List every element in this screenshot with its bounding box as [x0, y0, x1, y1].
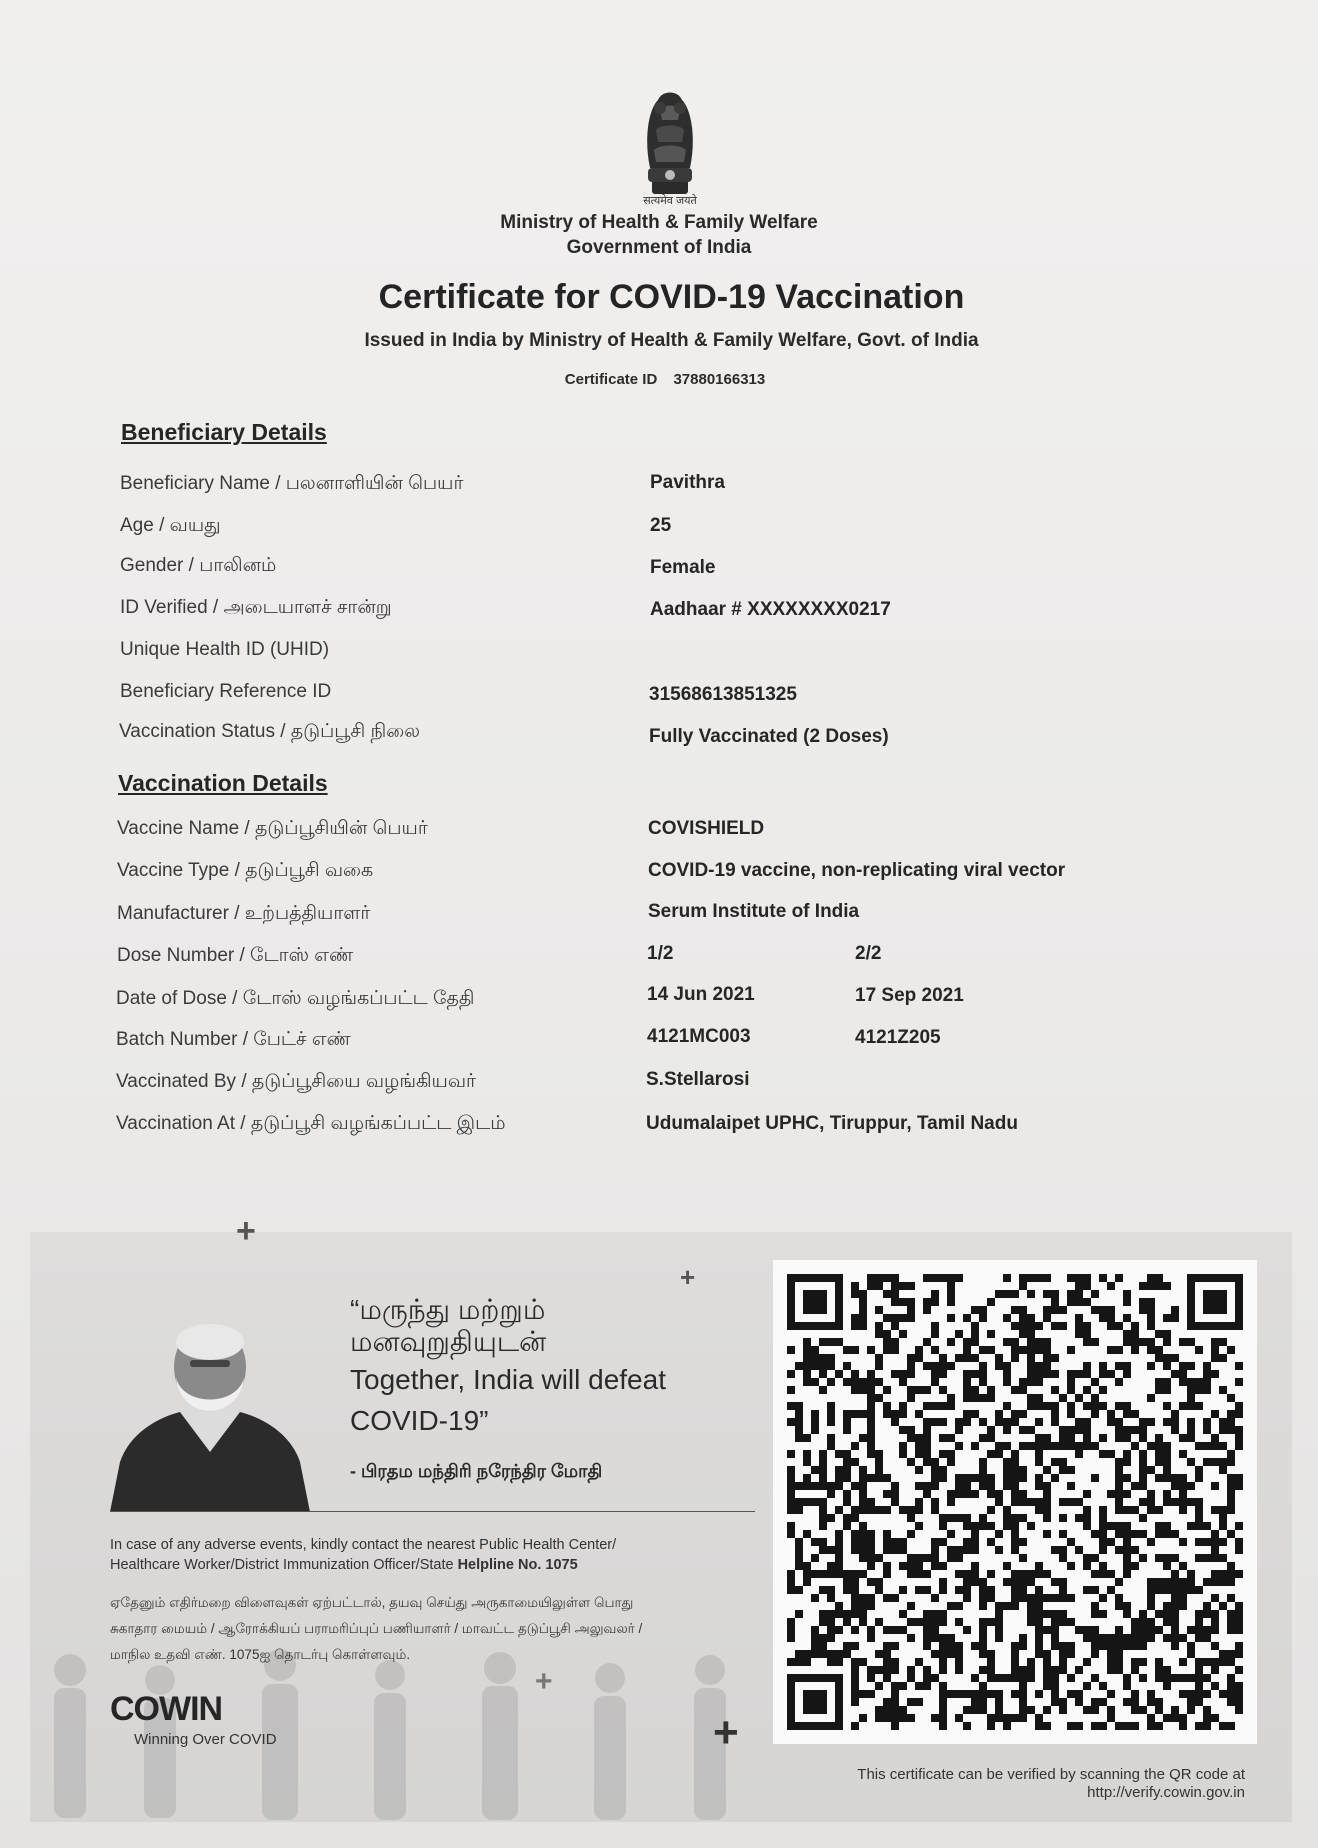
certificate-title: Certificate for COVID-19 Vaccination [378, 278, 965, 316]
manufacturer-label: Manufacturer / உற்பத்தியாளர் [117, 903, 371, 924]
verify-line-1: This certificate can be verified by scanning the QR code at [857, 1766, 1245, 1783]
certificate-id [0, 371, 1318, 388]
quote-line-1: “மருந்து மற்றும் [350, 1294, 546, 1325]
plus-decor-icon: + [680, 1262, 696, 1292]
ministry-name: Ministry of Health & Family Welfare [500, 212, 818, 233]
dose-number-value-2: 2/2 [855, 943, 882, 964]
quote-line-2: மனவுறுதியுடன் [350, 1326, 547, 1357]
dose-number-label: Dose Number / டோஸ் எண் [117, 945, 354, 966]
plus-decor-icon: + [535, 1665, 553, 1698]
quote-author: - பிரதம மந்திரி நரேந்திர மோதி [350, 1461, 603, 1481]
contact-ta-line-2: சுகாதார மையம் / ஆரோக்கியப் பராமரிப்புப் பணியாளர் / மாவட்ட தடுப்பூசி அலுவலர் / [110, 1621, 643, 1636]
cowin-logo: COWIN [110, 1690, 223, 1728]
contact-ta-line-3: மாநில உதவி எண். 1075ஐ தொடர்பு கொள்ளவும். [110, 1647, 411, 1662]
date-of-dose-label: Date of Dose / டோஸ் வழங்கப்பட்ட தேதி [116, 988, 475, 1009]
age-label: Age / வயது [120, 515, 221, 536]
beneficiary-name-value: Pavithra [650, 472, 725, 493]
quote-line-4: COVID-19” [350, 1405, 489, 1436]
contact-ta-line-1: ஏதேனும் எதிர்மறை விளைவுகள் ஏற்பட்டால், தயவு செய்து அருகாமையிலுள்ள பொது [110, 1595, 634, 1610]
plus-decor-icon: + [713, 1708, 739, 1757]
contact-en-line-1: In case of any adverse events, kindly contact the nearest Public Health Center/ [110, 1537, 617, 1553]
id-verified-value: Aadhaar # XXXXXXXX0217 [650, 599, 891, 620]
vaccine-name-value: COVISHIELD [648, 818, 765, 839]
certificate-id-label: Certificate ID [564, 371, 658, 388]
quote-line-3: Together, India will defeat [350, 1364, 666, 1395]
adverse-events-english [110, 1535, 760, 1575]
manufacturer-value: Serum Institute of India [648, 901, 860, 922]
age-value: 25 [650, 515, 672, 536]
emblem-motto: सत्यमेव जयते [643, 195, 697, 207]
verification-note [760, 1766, 1245, 1802]
vaccination-status-label: Vaccination Status / தடுப்பூசி நிலை [119, 721, 420, 742]
batch-number-value-2: 4121Z205 [855, 1027, 941, 1048]
plus-decor-icon: + [236, 1212, 256, 1250]
vaccination-at-label: Vaccination At / தடுப்பூசி வழங்கப்பட்ட இடம் [116, 1113, 506, 1134]
dose-number-value-1: 1/2 [647, 943, 674, 964]
date-of-dose-value-1: 14 Jun 2021 [647, 984, 755, 1005]
helpline-number: Helpline No. 1075 [457, 1557, 578, 1573]
vaccine-type-value: COVID-19 vaccine, non-replicating viral vector [648, 860, 1066, 881]
beneficiary-name-label: Beneficiary Name / பலனாளியின் பெயர் [120, 473, 464, 494]
beneficiary-section-title: Beneficiary Details [121, 419, 327, 445]
footer-divider [110, 1511, 755, 1512]
qr-code-container [773, 1260, 1257, 1744]
gender-value: Female [650, 557, 716, 578]
reference-id-value: 31568613851325 [649, 684, 797, 705]
gender-label: Gender / பாலினம் [120, 555, 277, 576]
adverse-events-tamil [110, 1590, 760, 1668]
portrait-image [110, 1312, 310, 1512]
vaccine-name-label: Vaccine Name / தடுப்பூசியின் பெயர் [117, 818, 428, 839]
id-verified-label: ID Verified / அடையாளச் சான்று [120, 597, 392, 618]
uhid-label: Unique Health ID (UHID) [120, 639, 330, 660]
batch-number-label: Batch Number / பேட்ச் எண் [116, 1029, 351, 1050]
contact-en-line-2-text: Healthcare Worker/District Immunization Officer/State [110, 1557, 454, 1573]
reference-id-label: Beneficiary Reference ID [120, 681, 332, 702]
batch-number-value-1: 4121MC003 [647, 1026, 751, 1047]
date-of-dose-value-2: 17 Sep 2021 [855, 985, 964, 1006]
national-emblem-icon [630, 80, 710, 205]
vaccination-status-value: Fully Vaccinated (2 Doses) [649, 726, 889, 747]
verify-url: http://verify.cowin.gov.in [1087, 1784, 1245, 1801]
issued-by: Issued in India by Ministry of Health & Family Welfare, Govt. of India [364, 330, 979, 351]
vaccination-section-title: Vaccination Details [118, 770, 328, 796]
cowin-tagline: Winning Over COVID [134, 1731, 277, 1748]
vaccinated-by-label: Vaccinated By / தடுப்பூசியை வழங்கியவர் [116, 1071, 476, 1092]
vaccination-at-value: Udumalaipet UPHC, Tiruppur, Tamil Nadu [646, 1113, 1018, 1134]
contact-en-line-2 [110, 1555, 760, 1575]
certificate-id-value: 37880166313 [673, 371, 766, 388]
qr-code [787, 1274, 1243, 1730]
vaccine-type-label: Vaccine Type / தடுப்பூசி வகை [117, 860, 374, 881]
vaccinated-by-value: S.Stellarosi [646, 1069, 750, 1090]
government-name: Government of India [566, 237, 752, 258]
